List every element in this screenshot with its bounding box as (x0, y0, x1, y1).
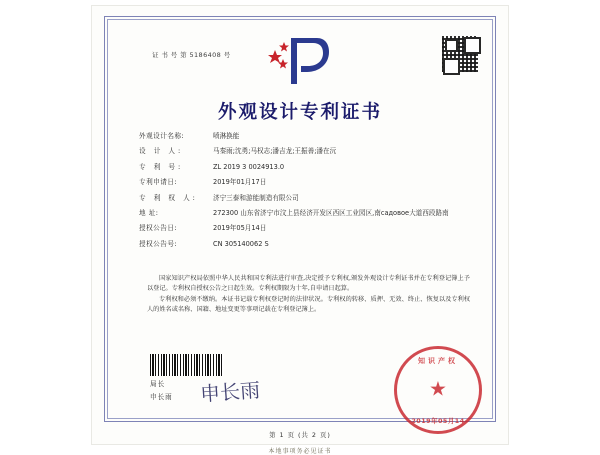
field-value: 2019年01月17日 (213, 178, 267, 187)
certificate-fields (139, 132, 478, 255)
field-row-grant-number (139, 240, 478, 249)
field-row-patent-number (139, 163, 478, 172)
director-name: 申长雨 (150, 392, 173, 401)
field-row-designers (139, 147, 478, 156)
seal-date-text: 2019年05月14 (411, 417, 465, 425)
barcode-icon (150, 354, 224, 376)
field-value: ZL 2019 3 0024913.0 (213, 162, 285, 171)
certificate-number-label: 证 书 号 第 (152, 51, 187, 59)
field-label: 地 址: (139, 208, 159, 217)
cnipa-logo-icon (267, 32, 333, 88)
field-row-design-name (139, 132, 478, 141)
qr-code-icon (442, 36, 478, 72)
field-row-grant-date (139, 224, 478, 233)
field-row-patentee (139, 194, 478, 203)
field-value: 济宁三泰和游能制造有限公司 (213, 193, 299, 202)
field-value: 2019年05月14日 (213, 224, 267, 233)
signature-block (150, 378, 173, 403)
certificate-number (152, 50, 231, 59)
legal-note-paragraph: 专利权和必须不缴纳。本证书记载专利权登记时的法律状况。专利权的转移、质押、无效、终止、恢复以及专利权人的姓名或名称、国籍、地址变更等事项记载在专利登记簿上。 (147, 296, 470, 313)
field-label: 专 利 权 人: (139, 193, 198, 202)
page-title: 外观设计专利证书 (217, 102, 382, 123)
field-label: 设 计 人: (139, 147, 184, 156)
field-value: 喷淋换能 (213, 132, 240, 140)
field-value: CN 305140062 S (213, 239, 269, 248)
field-label: 专 利 号: (139, 162, 184, 171)
field-value: 马秦雨;沈勇;马权志;潘吉龙;王振善;潘在沅 (213, 147, 337, 156)
certificate-number-value: 5186408 (189, 51, 222, 59)
field-label: 授权公告号: (139, 239, 178, 248)
field-label: 专利申请日: (139, 178, 178, 187)
page-indicator: 第 1 页 (共 2 页) (269, 431, 331, 439)
legal-notes (147, 274, 470, 316)
footer-note: 本地事项务必见证书 (268, 448, 332, 455)
field-row-address (139, 209, 478, 218)
field-value: 272300 山东省济宁市汶上县经济开发区西区工业园区,南садовое大道西段路南 (213, 208, 449, 217)
legal-note-paragraph: 国家知识产权局依照中华人民共和国专利法进行审查,决定授予专利权,颁发外观设计专利证书并在专利登记簿上予以登记。专利权自授权公告之日起生效。专利权期限为十年,自申请日起算。 (147, 275, 470, 292)
certificate-number-suffix: 号 (223, 51, 231, 59)
star-icon: ★ (429, 376, 447, 401)
seal-top-text: 知识产权 (418, 357, 458, 365)
field-row-application-date (139, 178, 478, 187)
field-label: 授权公告日: (139, 224, 178, 233)
field-label: 外观设计名称: (139, 132, 185, 140)
certificate-scan (92, 6, 508, 455)
director-label: 局长 (150, 380, 166, 388)
handwritten-signature: 申长雨 (199, 377, 261, 407)
official-seal (394, 346, 482, 434)
